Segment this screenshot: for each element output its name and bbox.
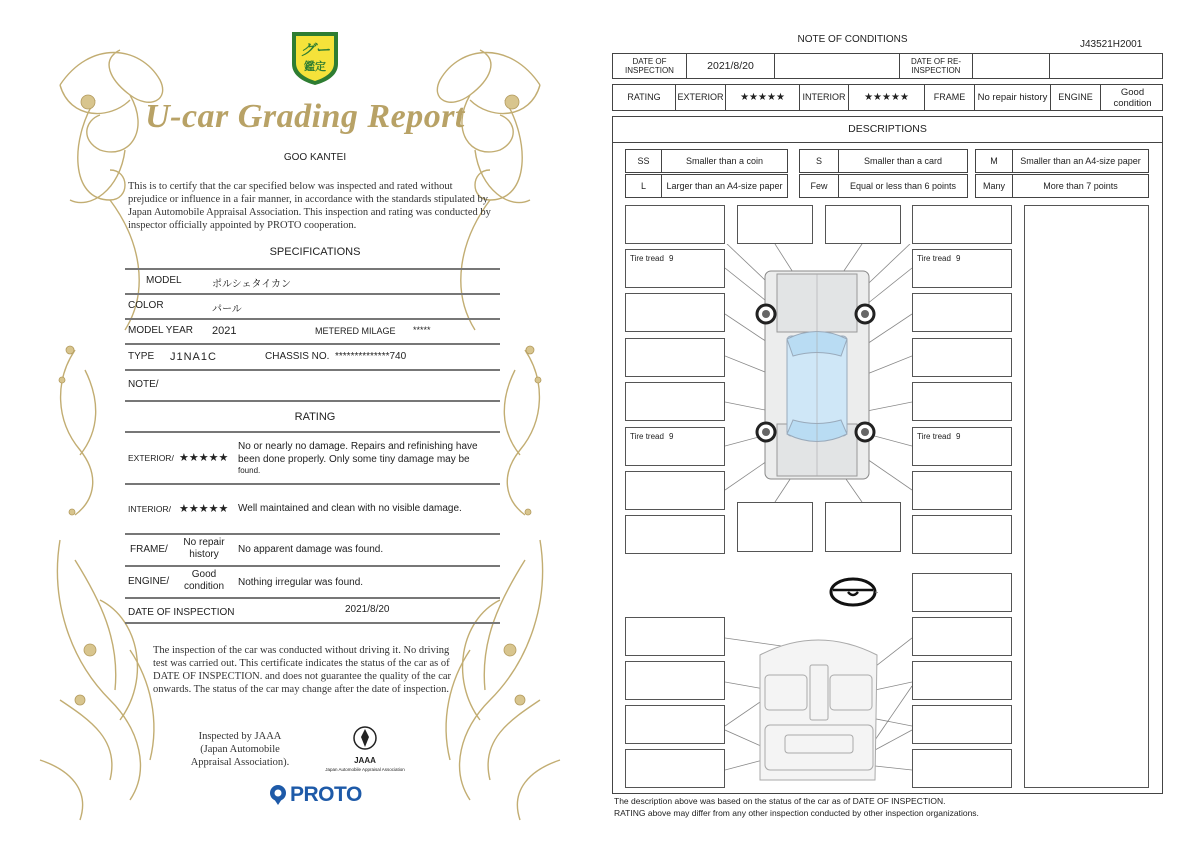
date-empty-1 bbox=[775, 54, 900, 78]
tire-value-fr: 9 bbox=[956, 254, 961, 263]
interior-stars: ★★★★★ bbox=[849, 85, 925, 110]
legend-text-many: More than 7 points bbox=[1012, 174, 1149, 198]
frame-value: No repair history bbox=[975, 85, 1051, 110]
legend-code-many: Many bbox=[975, 174, 1013, 198]
panel-int-l2 bbox=[625, 661, 725, 700]
milage-value: ***** bbox=[413, 325, 431, 335]
date-insp-value: 2021/8/20 bbox=[687, 54, 775, 78]
tire-label-fr: Tire tread bbox=[917, 254, 951, 263]
tire-value-rl: 9 bbox=[669, 432, 674, 441]
panel-steering bbox=[912, 573, 1012, 612]
panel-l7 bbox=[625, 471, 725, 510]
panel-l4 bbox=[625, 338, 725, 377]
color-value: パール bbox=[212, 304, 242, 315]
exterior-stars: ★★★★★ bbox=[179, 452, 229, 464]
car-interior-diagram bbox=[725, 630, 912, 790]
rating-heading: RATING bbox=[294, 411, 336, 423]
notes-area bbox=[1024, 205, 1149, 788]
interior-stars: ★★★★★ bbox=[179, 503, 229, 515]
panel-bottom-2 bbox=[825, 502, 901, 552]
jaaa-emblem-icon bbox=[353, 725, 377, 755]
spec-heading: SPECIFICATIONS bbox=[269, 246, 361, 258]
panel-int-r4 bbox=[912, 749, 1012, 788]
interior-description: Well maintained and clean with no visible damage. bbox=[238, 503, 462, 514]
interior-label: INTERIOR bbox=[800, 85, 849, 110]
engine-description: Nothing irregular was found. bbox=[238, 577, 364, 588]
inspected-by-line2: (Japan Automobile bbox=[200, 744, 280, 755]
type-value: J1NA1C bbox=[170, 351, 217, 363]
panel-int-l3 bbox=[625, 705, 725, 744]
chassis-label: CHASSIS NO. bbox=[265, 351, 330, 362]
rating-row bbox=[612, 84, 1163, 111]
panel-l8 bbox=[625, 515, 725, 554]
panel-r8 bbox=[912, 515, 1012, 554]
note-label: NOTE/ bbox=[128, 379, 159, 390]
legend-code-s: S bbox=[799, 149, 839, 173]
badge-text-top: グー bbox=[299, 42, 330, 59]
legend-text-s: Smaller than a card bbox=[838, 149, 968, 173]
jaaa-logo bbox=[325, 725, 405, 780]
badge-text-bottom: 鑑定 bbox=[304, 61, 326, 73]
panel-int-l4 bbox=[625, 749, 725, 788]
tire-label-rl: Tire tread bbox=[630, 432, 664, 441]
engine-value: Good condition bbox=[1113, 86, 1152, 109]
frame-label: FRAME/ bbox=[130, 544, 168, 555]
panel-top-2 bbox=[825, 205, 901, 244]
panel-int-r1 bbox=[912, 617, 1012, 656]
panel-l1 bbox=[625, 205, 725, 244]
model-label: MODEL bbox=[146, 275, 182, 286]
steering-wheel-icon bbox=[828, 576, 878, 608]
date-insp-label: DATE OF INSPECTION bbox=[613, 54, 687, 78]
legend-text-l: Larger than an A4-size paper bbox=[661, 174, 788, 198]
proto-logo bbox=[268, 783, 368, 807]
panel-r7 bbox=[912, 471, 1012, 510]
exterior-description: No or nearly no damage. Repairs and refinishing have been done properly. Only some tiny damage may be bbox=[238, 441, 478, 465]
date-value: 2021/8/20 bbox=[345, 604, 390, 615]
color-label: COLOR bbox=[128, 300, 164, 311]
panel-r5 bbox=[912, 382, 1012, 421]
panel-tire-rr bbox=[912, 427, 1012, 466]
tire-label-rr: Tire tread bbox=[917, 432, 951, 441]
panel-l5 bbox=[625, 382, 725, 421]
legend-text-ss: Smaller than a coin bbox=[661, 149, 788, 173]
footer-line-2: RATING above may differ from any other inspection conducted by other inspection organizations. bbox=[614, 808, 979, 818]
rating-label: RATING bbox=[613, 85, 676, 110]
frame-value: No repair history bbox=[183, 537, 225, 560]
exterior-description-tail: found. bbox=[238, 466, 261, 475]
legend-code-few: Few bbox=[799, 174, 839, 198]
footer-line-1: The description above was based on the status of the car as of DATE OF INSPECTION. bbox=[614, 796, 946, 806]
panel-tire-fr bbox=[912, 249, 1012, 288]
frame-description: No apparent damage was found. bbox=[238, 544, 384, 555]
date-row bbox=[612, 53, 1163, 79]
legend-code-ss: SS bbox=[625, 149, 662, 173]
panel-int-r2 bbox=[912, 661, 1012, 700]
date-label: DATE OF INSPECTION bbox=[128, 607, 235, 618]
legend-code-m: M bbox=[975, 149, 1013, 173]
exterior-label: EXTERIOR/ bbox=[128, 453, 174, 463]
subtitle: GOO KANTEI bbox=[283, 152, 347, 163]
panel-l3 bbox=[625, 293, 725, 332]
chassis-value: **************740 bbox=[335, 351, 407, 362]
panel-int-l1 bbox=[625, 617, 725, 656]
legend-text-few: Equal or less than 6 points bbox=[838, 174, 968, 198]
goo-kantei-badge bbox=[288, 28, 342, 86]
footer-paragraph: The inspection of the car was conducted without driving it. No driving test was carried out. This certificate indicates the status of the car as of DATE OF INSPECTION. and does not guarantee the quality of the car onwards. The status of the car may change after the date of inspection. bbox=[153, 645, 452, 695]
tire-value-rr: 9 bbox=[956, 432, 961, 441]
exterior-label: EXTERIOR bbox=[676, 85, 726, 110]
legend-code-l: L bbox=[625, 174, 662, 198]
panel-r3 bbox=[912, 293, 1012, 332]
engine-label: ENGINE bbox=[1051, 85, 1101, 110]
inspected-by: Inspected by JAAA bbox=[198, 731, 282, 742]
frame-label: FRAME bbox=[925, 85, 975, 110]
panel-tire-rl bbox=[625, 427, 725, 466]
jaaa-subtext: Japan Automobile Appraisal Association bbox=[325, 767, 405, 772]
car-exterior-diagram bbox=[725, 244, 912, 504]
tire-label-fl: Tire tread bbox=[630, 254, 664, 263]
intro-paragraph: This is to certify that the car specified below was inspected and rated without prejudice or influence in a fair manner, in accordance with the standards stipulated by Japan Automobile Appraisal Association. This inspection and rating was conducted by inspector officially appointed by PROTO cooperation. bbox=[128, 181, 491, 231]
panel-top-1 bbox=[737, 205, 813, 244]
year-label: MODEL YEAR bbox=[128, 325, 194, 336]
proto-pin-icon bbox=[268, 784, 288, 806]
panel-r1 bbox=[912, 205, 1012, 244]
reinsp-value bbox=[973, 54, 1050, 78]
exterior-stars: ★★★★★ bbox=[726, 85, 800, 110]
date-empty-2 bbox=[1050, 54, 1164, 78]
reinsp-label: DATE OF RE-INSPECTION bbox=[900, 54, 973, 78]
jaaa-text: JAAA bbox=[354, 756, 376, 765]
panel-r4 bbox=[912, 338, 1012, 377]
milage-label: METERED MILAGE bbox=[315, 326, 396, 336]
model-value: ポルシェタイカン bbox=[212, 279, 292, 290]
engine-label: ENGINE/ bbox=[128, 576, 170, 587]
engine-value: Good condition bbox=[183, 569, 225, 592]
year-value: 2021 bbox=[212, 325, 237, 337]
type-label: TYPE bbox=[128, 351, 155, 362]
interior-label: INTERIOR/ bbox=[128, 504, 171, 514]
panel-int-r3 bbox=[912, 705, 1012, 744]
script-title: U-car Grading Report bbox=[145, 98, 465, 135]
legend-text-m: Smaller than an A4-size paper bbox=[1012, 149, 1149, 173]
descriptions-heading: DESCRIPTIONS bbox=[848, 123, 927, 135]
inspected-by-line3: Appraisal Association). bbox=[190, 757, 290, 768]
panel-tire-fl bbox=[625, 249, 725, 288]
tire-value-fl: 9 bbox=[669, 254, 674, 263]
document-id: J43521H2001 bbox=[1080, 39, 1143, 50]
proto-text: PROTO bbox=[290, 783, 362, 806]
panel-bottom-1 bbox=[737, 502, 813, 552]
notes-title: NOTE OF CONDITIONS bbox=[797, 34, 908, 45]
